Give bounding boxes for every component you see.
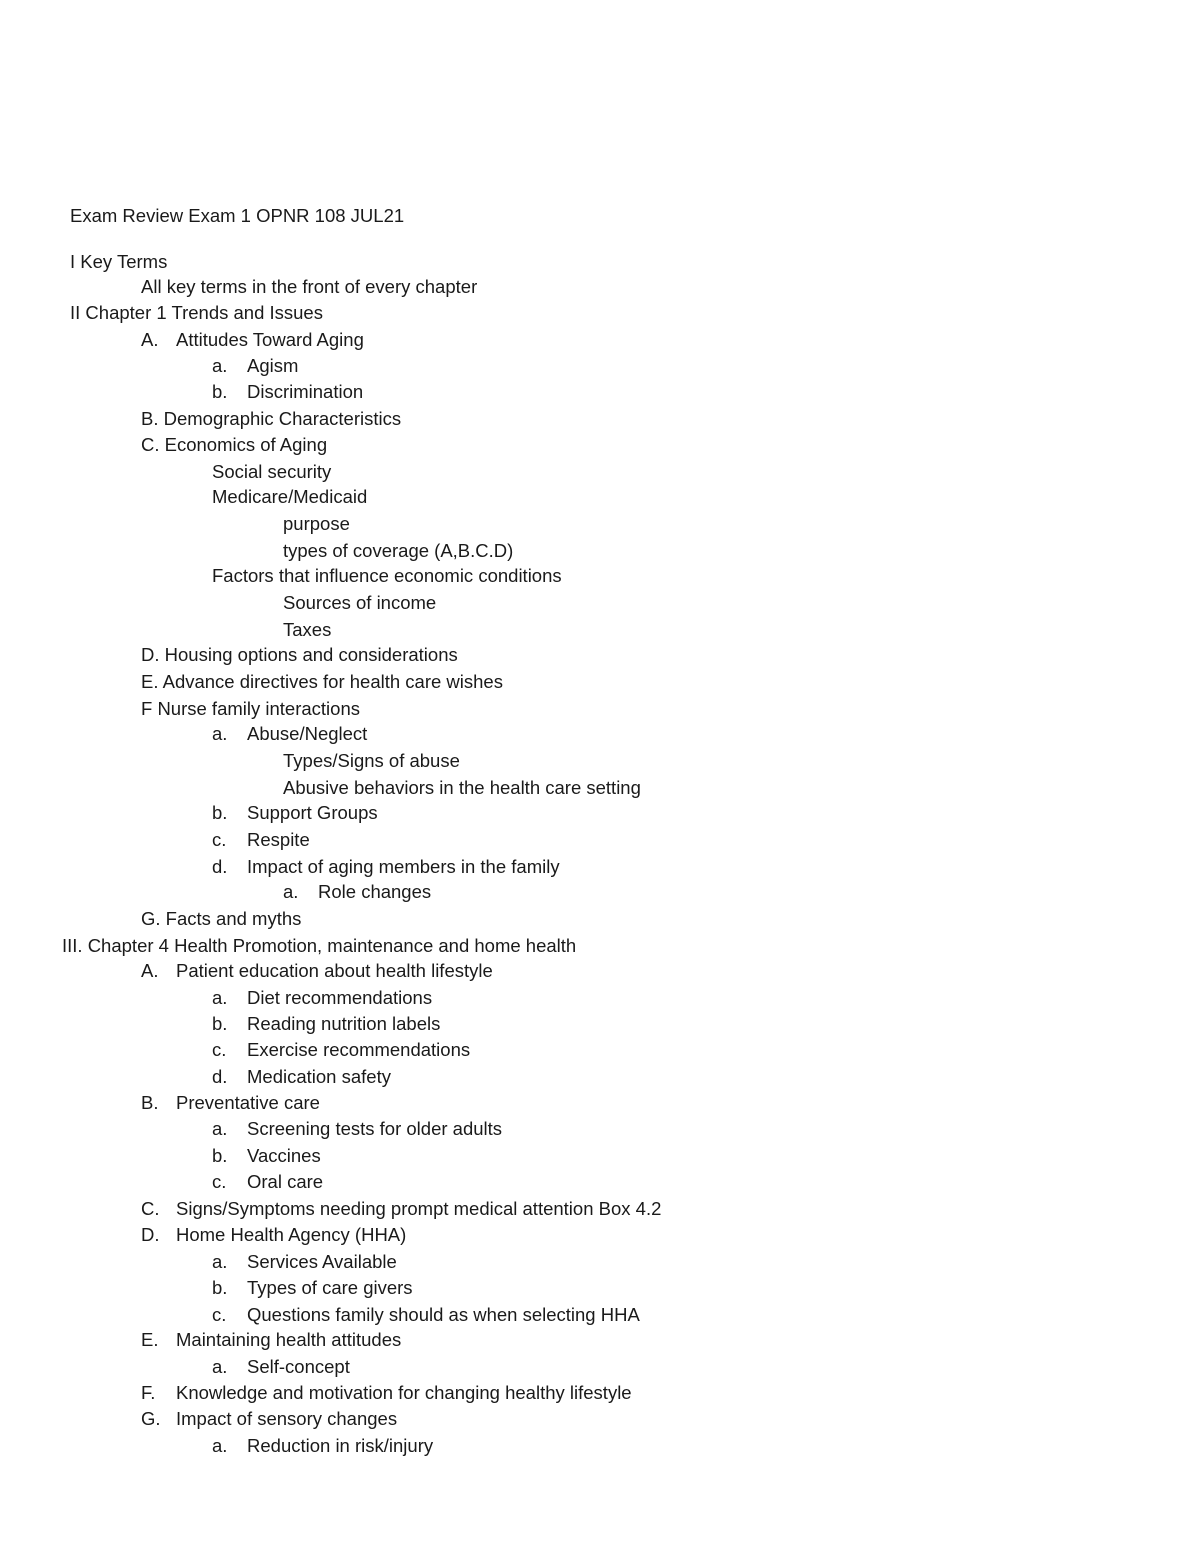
outline-line (141, 1406, 397, 1432)
outline-text: purpose (283, 513, 350, 534)
outline-text: types of coverage (A,B.C.D) (283, 540, 514, 561)
outline-line (212, 563, 562, 589)
outline-text: Respite (247, 829, 310, 850)
outline-text: Abuse/Neglect (247, 723, 368, 744)
outline-text: Social security (212, 461, 332, 482)
outline-text: Impact of sensory changes (176, 1408, 398, 1429)
outline-line (212, 1433, 433, 1459)
outline-line (141, 642, 458, 668)
outline-line (141, 1222, 406, 1248)
outline-text: Reading nutrition labels (247, 1013, 441, 1034)
outline-line (141, 1327, 401, 1353)
outline-text: Vaccines (247, 1145, 321, 1166)
outline-text: Medication safety (247, 1066, 391, 1087)
document-title: Exam Review Exam 1 OPNR 108 JUL21 (70, 205, 405, 226)
outline-text: Factors that influence economic conditions (212, 565, 562, 586)
outline-text: Reduction in risk/injury (247, 1435, 434, 1456)
outline-line (62, 933, 576, 959)
outline-marker: a. (212, 355, 228, 376)
outline-line (212, 1275, 413, 1301)
outline-line (283, 748, 460, 774)
outline-marker: F. (141, 1382, 156, 1403)
outline-marker: C. (141, 1198, 160, 1219)
outline-marker: d. (212, 856, 228, 877)
outline-line (212, 484, 367, 510)
outline-text: Exercise recommendations (247, 1039, 471, 1060)
outline-text: Medicare/Medicaid (212, 486, 368, 507)
outline-marker: E. (141, 1329, 159, 1350)
outline-line (283, 590, 436, 616)
outline-line (212, 1116, 502, 1142)
outline-marker: d. (212, 1066, 228, 1087)
outline-text: I Key Terms (70, 251, 168, 272)
outline-line (212, 985, 432, 1011)
outline-marker: a. (212, 1251, 228, 1272)
outline-line (283, 511, 350, 537)
outline-line (141, 274, 477, 300)
outline-line (212, 1354, 350, 1380)
outline-marker: b. (212, 1145, 228, 1166)
outline-line (141, 327, 364, 353)
outline-text: Attitudes Toward Aging (176, 329, 364, 350)
outline-text: Self-concept (247, 1356, 350, 1377)
outline-line (212, 1169, 323, 1195)
outline-text: Impact of aging members in the family (247, 856, 560, 877)
outline-line (212, 1011, 440, 1037)
outline-line (212, 1143, 321, 1169)
outline-line (141, 669, 503, 695)
outline-line (212, 353, 298, 379)
outline-line (212, 1064, 391, 1090)
outline-text: Types/Signs of abuse (283, 750, 460, 771)
outline-text: Discrimination (247, 381, 364, 402)
outline-line (70, 300, 323, 326)
outline-line (212, 800, 378, 826)
outline-text: Home Health Agency (HHA) (176, 1224, 407, 1245)
outline-marker: b. (212, 802, 228, 823)
outline-line (283, 538, 513, 564)
outline-line (212, 854, 560, 880)
outline-marker: a. (212, 1435, 228, 1456)
outline-line (141, 406, 401, 432)
outline-marker: c. (212, 1171, 227, 1192)
outline-line (212, 827, 310, 853)
outline-text: Taxes (283, 619, 332, 640)
outline-text: III. Chapter 4 Health Promotion, maintenance and home health (62, 935, 577, 956)
outline-text: E. Advance directives for health care wishes (141, 671, 503, 692)
outline-marker: a. (212, 723, 228, 744)
outline-text: Maintaining health attitudes (176, 1329, 402, 1350)
outline-marker: B. (141, 1092, 159, 1113)
outline-marker: a. (212, 987, 228, 1008)
outline-text: D. Housing options and considerations (141, 644, 458, 665)
outline-marker: a. (212, 1118, 228, 1139)
outline-marker: a. (283, 881, 299, 902)
outline-line (141, 958, 493, 984)
outline-line (141, 1380, 632, 1406)
outline-text: Oral care (247, 1171, 324, 1192)
outline-text: Patient education about health lifestyle (176, 960, 493, 981)
outline-marker: A. (141, 960, 159, 981)
outline-text: Screening tests for older adults (247, 1118, 503, 1139)
outline-text: Knowledge and motivation for changing healthy lifestyle (176, 1382, 632, 1403)
outline-line (283, 879, 431, 905)
outline-marker: c. (212, 829, 227, 850)
outline-text: G. Facts and myths (141, 908, 302, 929)
outline-line (283, 775, 641, 801)
outline-line (141, 432, 327, 458)
outline-line (212, 1037, 470, 1063)
outline-line (212, 721, 367, 747)
outline-text: Preventative care (176, 1092, 320, 1113)
outline-marker: A. (141, 329, 159, 350)
outline-marker: b. (212, 1013, 228, 1034)
outline-marker: D. (141, 1224, 160, 1245)
outline-text: Role changes (318, 881, 432, 902)
outline-line (141, 696, 360, 722)
outline-marker: b. (212, 1277, 228, 1298)
outline-text: Signs/Symptoms needing prompt medical attention Box 4.2 (176, 1198, 662, 1219)
outline-line (141, 906, 301, 932)
outline-text: All key terms in the front of every chapter (141, 276, 478, 297)
outline-text: B. Demographic Characteristics (141, 408, 402, 429)
outline-marker: b. (212, 381, 228, 402)
outline-line (212, 1249, 397, 1275)
outline-marker: a. (212, 1356, 228, 1377)
outline-text: II Chapter 1 Trends and Issues (70, 302, 323, 323)
outline-text: F Nurse family interactions (141, 698, 360, 719)
outline-line (212, 379, 363, 405)
outline-line (141, 1196, 661, 1222)
outline-text: Abusive behaviors in the health care setting (283, 777, 641, 798)
outline-text: Support Groups (247, 802, 378, 823)
outline-text: Questions family should as when selecting HHA (247, 1304, 640, 1325)
outline-text: Services Available (247, 1251, 397, 1272)
outline-text: C. Economics of Aging (141, 434, 328, 455)
outline-line (283, 617, 331, 643)
outline-line (141, 1090, 320, 1116)
outline-line (70, 249, 167, 275)
outline-text: Diet recommendations (247, 987, 433, 1008)
outline-line (212, 1302, 640, 1328)
outline-line (212, 459, 331, 485)
outline-text: Agism (247, 355, 299, 376)
outline-marker: c. (212, 1039, 227, 1060)
outline-marker: G. (141, 1408, 161, 1429)
outline-text: Sources of income (283, 592, 437, 613)
outline-marker: c. (212, 1304, 227, 1325)
outline-text: Types of care givers (247, 1277, 413, 1298)
